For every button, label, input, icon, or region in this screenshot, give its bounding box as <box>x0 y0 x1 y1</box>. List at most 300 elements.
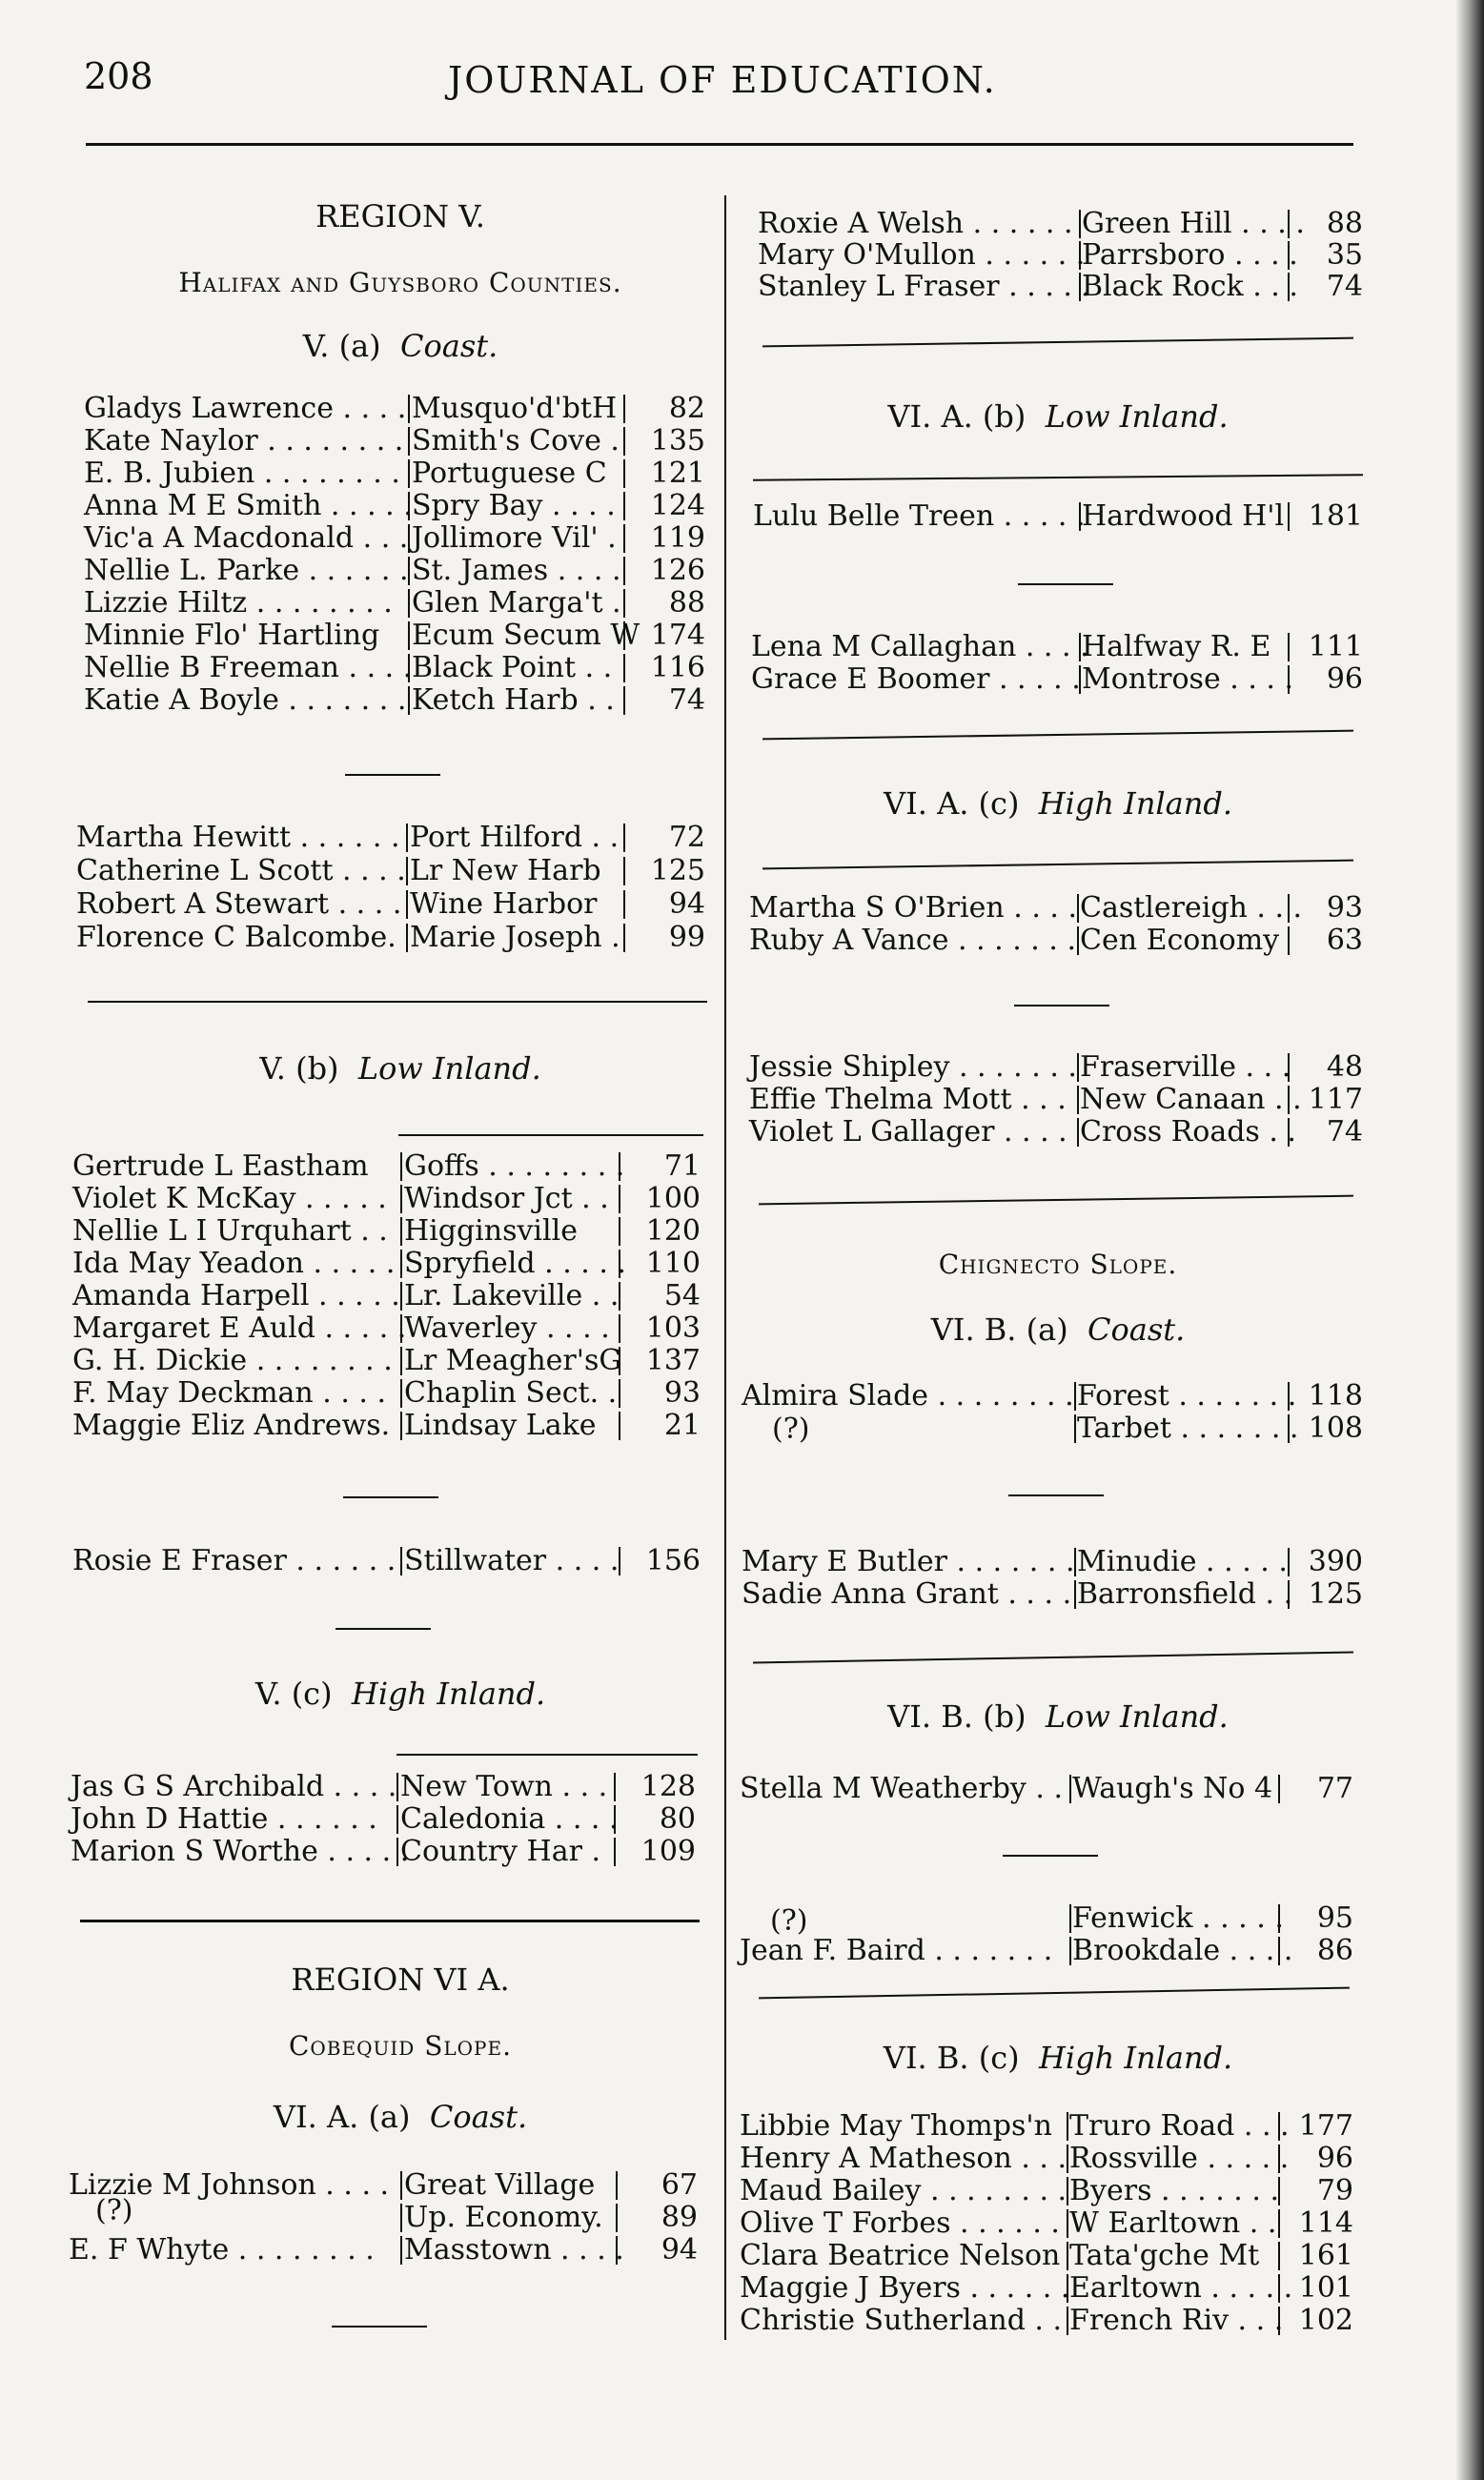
table-row <box>749 925 1372 957</box>
column-bar <box>408 427 410 456</box>
teacher-name: Nellie B Freeman . . . . <box>84 651 413 684</box>
column-divider <box>724 195 726 2340</box>
section-rule <box>88 1001 707 1003</box>
teacher-name: Rosie E Fraser . . . . . . <box>72 1544 396 1577</box>
column-bar <box>408 686 410 715</box>
entry-number: 72 <box>668 821 705 854</box>
teacher-name: Roxie A Welsh . . . . . . <box>758 207 1073 240</box>
column-bar <box>1067 2112 1068 2141</box>
column-bar <box>1079 633 1081 661</box>
place-name: French Riv . . . <box>1069 2304 1284 2337</box>
table-row <box>72 1183 710 1215</box>
column-bar <box>619 1347 620 1375</box>
table-row <box>740 1773 1363 1805</box>
place-name: Black Point . . <box>412 651 613 684</box>
column-bar <box>1079 210 1081 238</box>
dash-separator <box>343 1496 438 1498</box>
entry-number: 102 <box>1298 2304 1353 2337</box>
table-row <box>749 1084 1372 1116</box>
column-bar <box>614 1838 616 1866</box>
entry-number: 137 <box>645 1344 701 1377</box>
entry-number: 63 <box>1326 924 1363 957</box>
table-row <box>72 1150 710 1183</box>
column-bar <box>1067 2307 1068 2335</box>
entry-number: 177 <box>1298 2109 1353 2143</box>
table-row <box>751 631 1372 663</box>
table-row <box>76 822 715 854</box>
table-row <box>69 2234 707 2267</box>
teacher-name: Robert A Stewart . . . . <box>76 887 402 921</box>
place-name: Waugh's No 4 <box>1072 1772 1273 1805</box>
table-row <box>758 239 1372 272</box>
teacher-name: Minnie Flo' Hartling <box>84 619 380 652</box>
section-code: VI. A. (c) <box>883 785 1020 822</box>
column-bar <box>408 524 410 553</box>
column-bar <box>1067 2145 1068 2173</box>
place-name: Fenwick . . . . . <box>1072 1901 1284 1935</box>
teacher-name: Marion S Worthe . . . . . <box>71 1835 410 1868</box>
column-bar <box>619 1412 620 1440</box>
teacher-name: Kate Naylor . . . . . . . . <box>84 424 404 457</box>
column-bar <box>400 1250 402 1278</box>
section-label: Coast. <box>1088 1311 1186 1348</box>
entry-number: 93 <box>663 1376 701 1410</box>
table-row <box>76 922 715 954</box>
section-rule <box>753 474 1363 481</box>
teacher-name: Sadie Anna Grant . . . . <box>742 1577 1072 1611</box>
table-row <box>69 2202 707 2234</box>
teacher-name: Margaret E Auld . . . . . <box>72 1311 407 1345</box>
table-row <box>72 1248 710 1280</box>
entry-number: 116 <box>650 651 705 684</box>
entry-number: 94 <box>661 2233 698 2267</box>
column-bar <box>406 857 408 885</box>
column-bar <box>619 1152 620 1181</box>
table-row <box>758 271 1372 303</box>
column-bar <box>1074 1382 1076 1411</box>
column-bar <box>1067 2209 1068 2238</box>
place-name: Tata'gche Mt <box>1069 2239 1260 2272</box>
column-bar <box>400 1547 402 1575</box>
column-bar <box>406 924 408 952</box>
section-viba-coast <box>734 1311 1382 1348</box>
column-bar <box>623 395 625 423</box>
place-name: Byers . . . . . . . <box>1069 2174 1279 2207</box>
section-code: VI. B. (a) <box>930 1311 1068 1348</box>
entry-number: 108 <box>1308 1412 1363 1445</box>
place-name: Wine Harbor <box>410 887 598 921</box>
section-label: Low Inland. <box>357 1050 541 1087</box>
table-row <box>84 425 715 457</box>
table-row <box>751 663 1372 696</box>
teacher-name: Ida May Yeadon . . . . . <box>72 1247 396 1280</box>
entry-number: 128 <box>640 1770 696 1803</box>
teacher-name: Libbie May Thomps'n <box>740 2109 1052 2143</box>
place-name: Stillwater . . . . <box>404 1544 620 1577</box>
table-row <box>740 2305 1363 2337</box>
table-row <box>84 457 715 490</box>
place-name: Musquo'd'btH <box>412 392 618 425</box>
teacher-name: Lulu Belle Treen . . . . . <box>753 499 1086 533</box>
place-name: Lr. Lakeville . . <box>404 1279 620 1312</box>
table-row <box>76 855 715 887</box>
column-bar <box>400 1314 402 1343</box>
section-label: Coast. <box>429 2099 528 2135</box>
entry-number: 94 <box>668 887 705 921</box>
question-mark: (?) <box>770 1904 808 1938</box>
column-bar <box>623 524 625 553</box>
entry-number: 117 <box>1308 1083 1363 1116</box>
teacher-name: Mary E Butler . . . . . . . <box>742 1545 1075 1578</box>
place-name: Tarbet . . . . . . . <box>1077 1412 1299 1445</box>
table-row <box>740 1935 1363 1967</box>
column-bar <box>400 1347 402 1375</box>
column-bar <box>614 1805 616 1834</box>
place-name: Cen Economy <box>1080 924 1280 957</box>
section-rule <box>398 1134 703 1136</box>
table-row <box>84 393 715 425</box>
entry-number: 114 <box>1298 2206 1353 2240</box>
teacher-name: Clara Beatrice Nelson <box>740 2239 1061 2272</box>
teacher-name: Vic'a A Macdonald . . . <box>84 521 409 555</box>
place-name: Castlereigh . . . <box>1080 891 1303 925</box>
column-bar <box>1077 894 1079 923</box>
entry-number: 124 <box>650 489 705 522</box>
column-bar <box>616 2204 618 2232</box>
column-bar <box>619 1185 620 1213</box>
entry-number: 174 <box>650 619 705 652</box>
teacher-name: Lizzie Hiltz . . . . . . . . <box>84 586 393 620</box>
teacher-name: Ruby A Vance . . . . . . . <box>749 924 1076 957</box>
table-row <box>69 2169 707 2202</box>
column-bar <box>408 654 410 682</box>
section-rule <box>762 730 1353 741</box>
section-viac-high <box>734 785 1382 822</box>
column-bar <box>623 924 625 952</box>
table-row <box>72 1377 710 1410</box>
place-name: Parrsboro . . . . <box>1082 238 1298 272</box>
table-row <box>84 587 715 620</box>
entry-number: 120 <box>645 1214 701 1248</box>
section-label: High Inland. <box>1038 2040 1233 2076</box>
table-row <box>753 500 1372 533</box>
column-bar <box>400 1152 402 1181</box>
place-name: St. James . . . . <box>412 554 621 587</box>
teacher-name: Stella M Weatherby . . <box>740 1772 1064 1805</box>
teacher-name: Maud Bailey . . . . . . . . <box>740 2174 1067 2207</box>
section-label: Low Inland. <box>1045 1698 1229 1735</box>
teacher-name: Maggie Eliz Andrews. <box>72 1409 391 1442</box>
place-name: Great Village <box>404 2168 596 2202</box>
table-row <box>71 1771 705 1803</box>
entry-number: 89 <box>661 2201 698 2234</box>
column-bar <box>1067 2177 1068 2206</box>
place-name: Port Hilford . . <box>410 821 620 854</box>
column-bar <box>619 1314 620 1343</box>
teacher-name: Anna M E Smith . . . . . <box>84 489 413 522</box>
column-bar <box>623 621 625 650</box>
cobequid-slope: Cobequid Slope. <box>288 2030 513 2062</box>
table-row <box>72 1410 710 1442</box>
teacher-name: Christie Sutherland . . <box>740 2304 1063 2337</box>
table-row <box>72 1312 710 1345</box>
place-name: W Earltown . . <box>1069 2206 1277 2240</box>
column-bar <box>1077 1053 1079 1082</box>
entry-number: 125 <box>650 854 705 887</box>
teacher-name: Martha S O'Brien . . . . <box>749 891 1078 925</box>
place-name: Green Hill . . . . <box>1082 207 1305 240</box>
header-rule <box>86 143 1353 146</box>
column-bar <box>396 1773 398 1801</box>
section-code: VI. A. (a) <box>273 2099 411 2135</box>
table-row <box>749 892 1372 925</box>
table-row <box>84 652 715 684</box>
section-rule <box>396 1754 698 1756</box>
place-name: Spryfield . . . . . <box>404 1247 626 1280</box>
teacher-name: Nellie L. Parke . . . . . . <box>84 554 409 587</box>
column-bar <box>1074 1580 1076 1609</box>
column-bar <box>619 1379 620 1408</box>
section-code: V. (b) <box>259 1050 339 1087</box>
table-row <box>84 522 715 555</box>
teacher-name: Violet L Gallager . . . . <box>749 1115 1067 1149</box>
column-bar <box>1074 1548 1076 1576</box>
column-bar <box>406 823 408 852</box>
entry-number: 79 <box>1316 2174 1353 2207</box>
entry-number: 109 <box>640 1835 696 1868</box>
teacher-name: E. F Whyte . . . . . . . . <box>69 2233 375 2267</box>
teacher-name: Florence C Balcombe. <box>76 921 396 954</box>
column-bar <box>1079 665 1081 694</box>
place-name: Up. Economy. <box>404 2201 603 2234</box>
teacher-name: Gertrude L Eastham <box>72 1149 369 1183</box>
entry-number: 67 <box>661 2168 698 2202</box>
section-label: High Inland. <box>1038 785 1232 822</box>
column-bar <box>1079 502 1081 531</box>
section-rule <box>759 1195 1353 1206</box>
column-bar <box>619 1282 620 1311</box>
place-name: Lindsay Lake <box>404 1409 597 1442</box>
table-row <box>740 2143 1363 2175</box>
entry-number: 35 <box>1326 238 1363 272</box>
table-row <box>84 620 715 652</box>
section-vibb-low <box>734 1698 1382 1735</box>
place-name: Marie Joseph . <box>410 921 620 954</box>
table-row <box>84 555 715 587</box>
place-name: Rossville . . . . . <box>1069 2142 1290 2175</box>
column-bar <box>623 654 625 682</box>
section-rule <box>762 860 1353 870</box>
column-bar <box>1069 1937 1071 1965</box>
section-rule <box>753 1652 1353 1664</box>
teacher-name: Martha Hewitt . . . . . . <box>76 821 400 854</box>
entry-number: 86 <box>1316 1934 1353 1967</box>
table-row <box>749 1116 1372 1149</box>
teacher-name: Mary O'Mullon . . . . . . <box>758 238 1086 272</box>
teacher-name: Maggie J Byers . . . . . . <box>740 2271 1070 2305</box>
section-code: V. (a) <box>302 328 381 364</box>
entry-number: 74 <box>1326 1115 1363 1149</box>
table-row <box>740 2207 1363 2240</box>
column-bar <box>400 2236 402 2265</box>
column-bar <box>623 427 625 456</box>
section-rule <box>80 1920 700 1922</box>
entry-number: 156 <box>645 1544 701 1577</box>
column-bar <box>1074 1414 1076 1443</box>
entry-number: 88 <box>668 586 705 620</box>
column-bar <box>1079 273 1081 301</box>
entry-number: 121 <box>650 457 705 490</box>
entry-number: 181 <box>1308 499 1363 533</box>
table-row <box>749 1051 1372 1084</box>
entry-number: 74 <box>668 683 705 717</box>
column-bar <box>623 686 625 715</box>
section-vc-high <box>76 1676 724 1712</box>
column-bar <box>1079 241 1081 270</box>
teacher-name: Effie Thelma Mott . . . <box>749 1083 1067 1116</box>
teacher-name: Amanda Harpell . . . . . <box>72 1279 400 1312</box>
column-bar <box>408 589 410 618</box>
column-bar <box>408 395 410 423</box>
entry-number: 95 <box>1316 1901 1353 1935</box>
table-row <box>742 1413 1372 1445</box>
place-name: Earltown . . . . . <box>1069 2271 1293 2305</box>
place-name: Waverley . . . . <box>404 1311 610 1345</box>
chignecto-slope: Chignecto Slope. <box>938 1249 1178 1280</box>
table-row <box>742 1380 1372 1413</box>
teacher-name: G. H. Dickie . . . . . . . . <box>72 1344 393 1377</box>
page-spine-shadow <box>1455 0 1484 2480</box>
table-row <box>72 1280 710 1312</box>
place-name: Country Har . <box>400 1835 600 1868</box>
section-rule <box>759 1987 1350 2000</box>
entry-number: 390 <box>1308 1545 1363 1578</box>
place-name: Ketch Harb . . <box>412 683 615 717</box>
column-bar <box>623 492 625 520</box>
teacher-name: Henry A Matheson . . . <box>740 2142 1067 2175</box>
place-name: Cross Roads . . <box>1080 1115 1296 1149</box>
column-bar <box>623 459 625 488</box>
entry-number: 100 <box>645 1182 701 1215</box>
column-bar <box>623 857 625 885</box>
table-row <box>740 2175 1363 2207</box>
entry-number: 125 <box>1308 1577 1363 1611</box>
column-bar <box>619 1217 620 1246</box>
section-vibc-high <box>734 2040 1382 2076</box>
entry-number: 135 <box>650 424 705 457</box>
entry-number: 54 <box>663 1279 701 1312</box>
teacher-name: John D Hattie . . . . . . <box>71 1802 377 1836</box>
table-row <box>76 888 715 921</box>
teacher-name: Lizzie M Johnson . . . . <box>69 2168 390 2202</box>
column-bar <box>1067 2242 1068 2270</box>
place-name: Black Rock . . . <box>1082 270 1298 303</box>
table-row <box>740 1902 1363 1935</box>
column-bar <box>619 1547 620 1575</box>
place-name: Montrose . . . . <box>1082 662 1293 696</box>
page-title: JOURNAL OF EDUCATION. <box>448 59 997 101</box>
place-name: Truro Road . . . <box>1069 2109 1290 2143</box>
entry-number: 126 <box>650 554 705 587</box>
page-number: 208 <box>84 55 153 97</box>
place-name: New Town . . . <box>400 1770 608 1803</box>
teacher-name: Jessie Shipley . . . . . . . <box>749 1050 1077 1084</box>
table-row <box>71 1803 705 1836</box>
place-name: Lr New Harb <box>410 854 601 887</box>
entry-number: 82 <box>668 392 705 425</box>
section-va-coast <box>76 328 724 364</box>
section-label: High Inland. <box>351 1676 546 1712</box>
column-bar <box>623 890 625 919</box>
dash-separator <box>332 2326 427 2328</box>
region-v-counties: Halifax and Guysboro Counties. <box>178 267 622 298</box>
place-name: Chaplin Sect. . <box>404 1376 618 1410</box>
column-bar <box>408 621 410 650</box>
teacher-name: Nellie L I Urquhart . . <box>72 1214 388 1248</box>
teacher-name: E. B. Jubien . . . . . . . . <box>84 457 400 490</box>
entry-number: 48 <box>1326 1050 1363 1084</box>
dash-separator <box>1003 1855 1098 1857</box>
section-code: V. (c) <box>254 1676 333 1712</box>
section-label: Low Inland. <box>1045 398 1229 435</box>
place-name: Masstown . . . . <box>404 2233 624 2267</box>
place-name: Higginsville <box>404 1214 578 1248</box>
column-bar <box>408 459 410 488</box>
column-bar <box>623 589 625 618</box>
teacher-name: Catherine L Scott . . . . <box>76 854 406 887</box>
column-bar <box>408 492 410 520</box>
place-name: Ecum Secum W <box>412 619 640 652</box>
dash-separator <box>345 774 440 776</box>
column-bar <box>623 557 625 585</box>
entry-number: 119 <box>650 521 705 555</box>
place-name: Jollimore Vil' . <box>412 521 617 555</box>
table-row <box>84 684 715 717</box>
table-row <box>740 2110 1363 2143</box>
place-name: Barronsfield . . <box>1077 1577 1293 1611</box>
table-row <box>72 1545 710 1577</box>
teacher-name: Jas G S Archibald . . . . <box>71 1770 397 1803</box>
place-name: Brookdale . . . . <box>1072 1934 1293 1967</box>
column-bar <box>623 823 625 852</box>
table-row <box>84 490 715 522</box>
column-bar <box>614 1773 616 1801</box>
question-mark: (?) <box>772 1413 810 1446</box>
column-bar <box>400 1379 402 1408</box>
table-row <box>742 1546 1372 1578</box>
place-name: Hardwood H'l <box>1082 499 1285 533</box>
entry-number: 74 <box>1326 270 1363 303</box>
column-bar <box>400 1282 402 1311</box>
section-label: Coast. <box>399 328 498 364</box>
entry-number: 103 <box>645 1311 701 1345</box>
table-row <box>758 208 1372 240</box>
teacher-name: Jean F. Baird . . . . . . . <box>740 1934 1053 1967</box>
column-bar <box>406 890 408 919</box>
column-bar <box>400 2204 402 2232</box>
entry-number: 77 <box>1316 1772 1353 1805</box>
column-bar <box>400 1217 402 1246</box>
entry-number: 99 <box>668 921 705 954</box>
entry-number: 111 <box>1308 630 1363 663</box>
column-bar <box>396 1805 398 1834</box>
question-mark: (?) <box>95 2194 133 2227</box>
teacher-name: Grace E Boomer . . . . . <box>751 662 1081 696</box>
column-bar <box>400 1185 402 1213</box>
entry-number: 80 <box>659 1802 696 1836</box>
section-rule <box>762 337 1353 348</box>
table-row <box>740 2272 1363 2305</box>
